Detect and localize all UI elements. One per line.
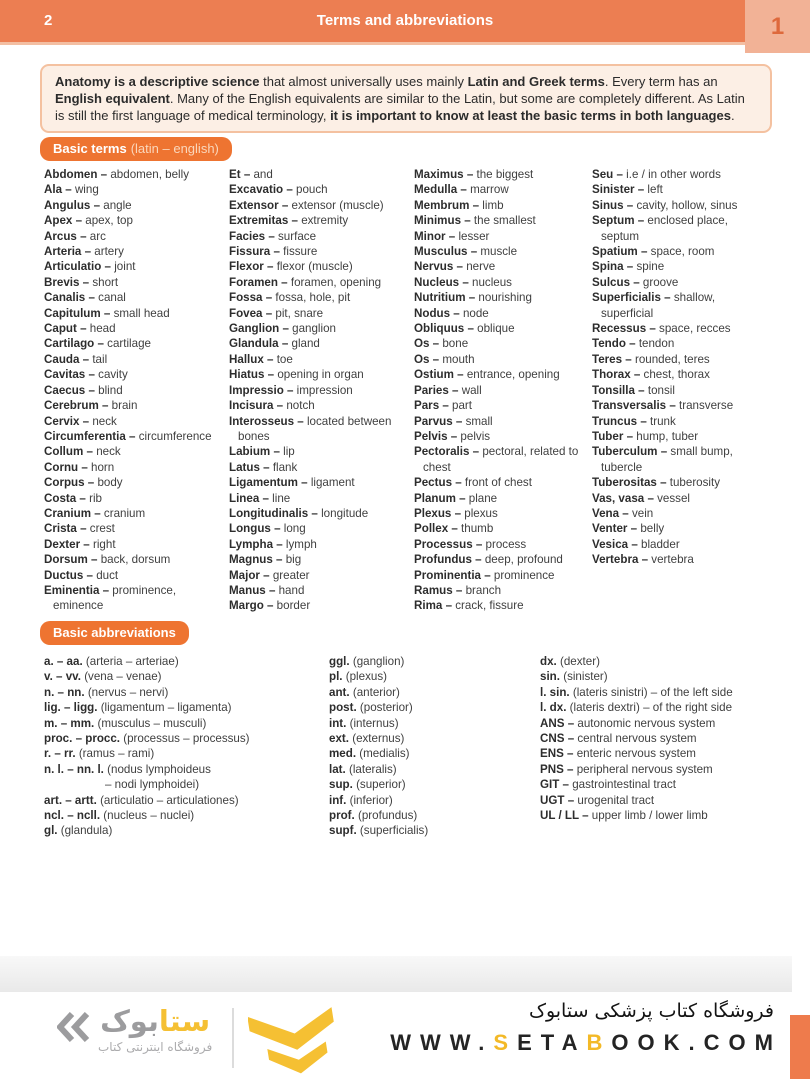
basic-terms-title-suffix: (latin – english) — [130, 141, 219, 156]
term-item: Hallux – toe — [229, 352, 293, 366]
term-item: Et – and — [229, 168, 273, 181]
abbreviation-item: v. – vv. (vena – venae) — [44, 670, 162, 684]
term-item: Latus – flank — [229, 460, 298, 474]
term-item: Planum – plane — [414, 491, 498, 505]
term-item: Abdomen – abdomen, belly — [44, 168, 189, 181]
term-item: Glandula – gland — [229, 337, 320, 351]
url-letter: W — [419, 1030, 450, 1055]
term-item: Collum – neck — [44, 445, 121, 459]
term-item: Medulla – marrow — [414, 183, 509, 197]
terms-column-1 — [44, 167, 229, 614]
term-item: Profundus – deep, profound — [414, 553, 563, 567]
term-item: Cervix – neck — [44, 414, 117, 428]
term-item: Longus – long — [229, 522, 306, 536]
term-item: Maximus – the biggest — [414, 168, 534, 181]
term-item: Parvus – small — [414, 414, 493, 428]
term-item: Fossa – fossa, hole, pit — [229, 291, 351, 305]
url-letter: O — [611, 1030, 638, 1055]
abbreviation-item: ggl. (ganglion) — [329, 655, 405, 668]
basic-abbreviations-title: Basic abbreviations — [53, 625, 176, 640]
term-item: Crista – crest — [44, 522, 115, 536]
url-letter: B — [586, 1030, 612, 1055]
term-item: Impressio – impression — [229, 383, 353, 397]
term-item: Nutritium – nourishing — [414, 291, 532, 305]
term-item: Lympha – lymph — [229, 537, 317, 551]
url-letter: . — [688, 1030, 704, 1055]
term-item: Plexus – plexus — [414, 506, 498, 520]
abbreviation-item: UGT – urogenital tract — [540, 793, 655, 807]
term-item: Cauda – tail — [44, 352, 108, 366]
term-item: Magnus – big — [229, 553, 302, 567]
abbreviation-item: inf. (inferior) — [329, 793, 393, 807]
term-item: Vesica – bladder — [592, 537, 680, 551]
term-item: Cartilago – cartilage — [44, 337, 151, 351]
abbreviation-item: ncl. – ncll. (nucleus – nuclei) — [44, 809, 195, 823]
term-item: Vertebra – vertebra — [592, 553, 694, 567]
url-letter: K — [663, 1030, 689, 1055]
abbreviation-item: med. (medialis) — [329, 747, 410, 761]
term-item: Excavatio – pouch — [229, 183, 328, 197]
term-item: Truncus – trunk — [592, 414, 676, 428]
url-letter: W — [390, 1030, 420, 1055]
term-item: Ramus – branch — [414, 583, 502, 597]
term-item: Capitulum – small head — [44, 306, 170, 320]
term-item: Flexor – flexor (muscle) — [229, 260, 353, 274]
abbreviation-item: ENS – enteric nervous system — [540, 747, 696, 761]
term-item: Os – bone — [414, 337, 469, 351]
term-item: Caecus – blind — [44, 383, 123, 397]
url-letter: M — [754, 1030, 782, 1055]
term-item: Nodus – node — [414, 306, 489, 320]
term-item: Ligamentum – ligament — [229, 476, 355, 490]
page-title: Terms and abbreviations — [316, 12, 494, 29]
abbreviation-item: n. l. – nn. l. (nodus lymphoideus – nodi lymphoidei) — [44, 762, 329, 793]
url-letter: T — [540, 1030, 562, 1055]
url-letter: E — [517, 1030, 541, 1055]
term-item: Margo – border — [229, 599, 311, 613]
term-item: Pelvis – pelvis — [414, 429, 491, 443]
abbreviation-item: UL / LL – upper limb / lower limb — [540, 809, 708, 823]
abbreviation-item: int. (internus) — [329, 716, 399, 730]
term-item: Costa – rib — [44, 491, 102, 505]
url-letter: O — [728, 1030, 755, 1055]
term-item: Cornu – horn — [44, 460, 115, 474]
chapter-number-tab: 1 — [745, 0, 810, 53]
brand-wordmark-gray: بوک — [100, 1004, 159, 1038]
intro-segment: it is important to know at least the basic terms in both languages — [330, 108, 731, 123]
abbreviation-item: post. (posterior) — [329, 701, 413, 715]
intro-segment: Latin and Greek terms — [467, 74, 605, 89]
term-item: Ganglion – ganglion — [229, 322, 336, 336]
term-item: Interosseus – located between bones — [229, 414, 392, 443]
term-item: Pectus – front of chest — [414, 476, 532, 490]
abbreviation-item: art. – artt. (articulatio – articulationes) — [44, 793, 239, 807]
abbreviation-item: n. – nn. (nervus – nervi) — [44, 685, 169, 699]
term-item: Brevis – short — [44, 275, 119, 289]
term-item: Corpus – body — [44, 476, 123, 490]
url-letter: W — [449, 1030, 479, 1055]
abbreviation-item: l. dx. (lateris dextri) – of the right side — [540, 701, 733, 715]
logo-divider — [232, 1008, 234, 1068]
term-item: Facies – surface — [229, 229, 317, 243]
term-item: Recessus – space, recces — [592, 322, 731, 336]
term-item: Rima – crack, fissure — [414, 599, 524, 613]
term-item: Pectoralis – pectoral, related to chest — [414, 445, 579, 474]
abbreviation-item: l. sin. (lateris sinistri) – of the left side — [540, 685, 733, 699]
term-item: Vas, vasa – vessel — [592, 491, 690, 505]
abbreviations-column-3 — [540, 654, 794, 839]
term-item: Ostium – entrance, opening — [414, 368, 560, 382]
term-item: Spatium – space, room — [592, 245, 715, 259]
website-url — [390, 1030, 782, 1056]
intro-segment: Anatomy is a descriptive science — [55, 74, 260, 89]
term-item: Tonsilla – tonsil — [592, 383, 675, 397]
term-item: Longitudinalis – longitude — [229, 506, 369, 520]
abbreviations-column-2 — [329, 654, 540, 839]
intro-box — [40, 64, 772, 133]
abbreviation-item: lig. – ligg. (ligamentum – ligamenta) — [44, 701, 232, 715]
term-item: Tuberositas – tuberosity — [592, 476, 721, 490]
term-item: Sulcus – groove — [592, 275, 679, 289]
abbreviation-item: proc. – procc. (processus – processus) — [44, 732, 250, 746]
brand-wordmark-yellow: ستا — [158, 1004, 211, 1038]
abbreviation-item: lat. (lateralis) — [329, 762, 397, 776]
abbreviation-item: sin. (sinister) — [540, 670, 608, 684]
intro-segment: . — [730, 108, 735, 123]
term-item: Spina – spine — [592, 260, 665, 274]
abbreviation-item: r. – rr. (ramus – rami) — [44, 747, 155, 761]
setabook-logo — [57, 1004, 212, 1054]
abbreviation-item: supf. (superficialis) — [329, 824, 429, 838]
term-item: Minimus – the smallest — [414, 214, 536, 228]
term-item: Eminentia – prominence, eminence — [44, 583, 177, 613]
term-item: Musculus – muscle — [414, 245, 518, 259]
abbreviation-item: gl. (glandula) — [44, 824, 113, 838]
basic-abbreviations-section-header — [40, 621, 189, 645]
term-item: Paries – wall — [414, 383, 482, 397]
basic-terms-list — [44, 167, 772, 614]
page-number-left: 2 — [44, 12, 53, 29]
intro-segment: . Many of the English equivalents are similar to the Latin, but some are completely different. As Latin is still the first language of medical terminology, — [55, 91, 745, 123]
term-item: Vena – vein — [592, 506, 654, 520]
term-item: Seu – i.e / in other words — [592, 168, 721, 181]
term-item: Ductus – duct — [44, 568, 119, 582]
term-item: Processus – process — [414, 537, 527, 551]
term-item: Cavitas – cavity — [44, 368, 128, 382]
term-item: Septum – enclosed place, septum — [592, 214, 728, 243]
term-item: Obliquus – oblique — [414, 322, 515, 336]
term-item: Venter – belly — [592, 522, 665, 536]
basic-terms-title: Basic terms — [53, 141, 127, 156]
term-item: Labium – lip — [229, 445, 295, 459]
double-chevron-emblem-icon — [248, 1006, 340, 1079]
term-item: Cranium – cranium — [44, 506, 146, 520]
term-item: Linea – line — [229, 491, 291, 505]
abbreviations-column-1 — [44, 654, 329, 839]
intro-segment: English equivalent — [55, 91, 170, 106]
term-item: Prominentia – prominence — [414, 568, 555, 582]
abbreviation-item: dx. (dexter) — [540, 655, 600, 668]
term-item: Thorax – chest, thorax — [592, 368, 710, 382]
terms-column-2 — [229, 167, 414, 614]
page-edge-divider — [0, 956, 792, 992]
abbreviation-item-wrap-line: – nodi lymphoidei) — [105, 778, 200, 792]
url-letter: O — [637, 1030, 664, 1055]
term-item: Articulatio – joint — [44, 260, 136, 274]
term-item: Manus – hand — [229, 583, 305, 597]
term-item: Sinister – left — [592, 183, 663, 197]
url-letter: A — [561, 1030, 587, 1055]
abbreviation-item: a. – aa. (arteria – arteriae) — [44, 655, 179, 668]
intro-segment: . Every term has an — [604, 74, 718, 89]
abbreviation-item: ext. (externus) — [329, 732, 405, 746]
shop-description: فروشگاه کتاب پزشکی ستابوک — [528, 1000, 774, 1022]
term-item: Membrum – limb — [414, 198, 504, 212]
term-item: Arcus – arc — [44, 229, 106, 243]
brand-tagline: فروشگاه اینترنتی کتاب — [98, 1040, 213, 1054]
abbreviation-item: m. – mm. (musculus – musculi) — [44, 716, 207, 730]
term-item: Tuber – hump, tuber — [592, 429, 699, 443]
term-item: Pollex – thumb — [414, 522, 494, 536]
brand-wordmark — [100, 1004, 210, 1038]
term-item: Ala – wing — [44, 183, 99, 197]
term-item: Circumferentia – circumference — [44, 429, 212, 443]
term-item: Caput – head — [44, 322, 116, 336]
term-item: Foramen – foramen, opening — [229, 275, 382, 289]
abbreviation-item: GIT – gastrointestinal tract — [540, 778, 676, 792]
page-header-bar — [0, 0, 810, 45]
abbreviation-item: prof. (profundus) — [329, 809, 418, 823]
term-item: Nucleus – nucleus — [414, 275, 512, 289]
term-item: Extremitas – extremity — [229, 214, 349, 228]
term-item: Apex – apex, top — [44, 214, 133, 228]
term-item: Nervus – nerve — [414, 260, 496, 274]
abbreviation-item: CNS – central nervous system — [540, 732, 697, 746]
term-item: Tendo – tendon — [592, 337, 675, 351]
abbreviation-item: sup. (superior) — [329, 778, 406, 792]
term-item: Os – mouth — [414, 352, 475, 366]
term-item: Hiatus – opening in organ — [229, 368, 364, 382]
intro-segment: that almost universally uses mainly — [259, 74, 468, 89]
term-item: Arteria – artery — [44, 245, 124, 259]
left-double-chevron-icon — [57, 1012, 91, 1047]
term-item: Dorsum – back, dorsum — [44, 553, 171, 567]
term-item: Teres – rounded, teres — [592, 352, 710, 366]
term-item: Angulus – angle — [44, 198, 132, 212]
term-item: Minor – lesser — [414, 229, 490, 243]
term-item: Cerebrum – brain — [44, 399, 138, 413]
term-item: Sinus – cavity, hollow, sinus — [592, 198, 738, 212]
basic-abbreviations-list — [44, 654, 794, 839]
term-item: Major – greater — [229, 568, 310, 582]
abbreviation-item: pl. (plexus) — [329, 670, 387, 684]
term-item: Extensor – extensor (muscle) — [229, 198, 384, 212]
term-item: Tuberculum – small bump, tubercle — [592, 445, 733, 474]
intro-text — [55, 74, 745, 123]
basic-terms-section-header — [40, 137, 232, 161]
term-item: Fovea – pit, snare — [229, 306, 324, 320]
orange-corner-accent — [790, 1015, 810, 1079]
url-letter: . — [478, 1030, 494, 1055]
term-item: Canalis – canal — [44, 291, 126, 305]
terms-column-4 — [592, 167, 772, 614]
term-item: Fissura – fissure — [229, 245, 318, 259]
term-item: Superficialis – shallow, superficial — [592, 291, 716, 320]
abbreviation-item: PNS – peripheral nervous system — [540, 762, 713, 776]
terms-column-3 — [414, 167, 592, 614]
term-item: Dexter – right — [44, 537, 116, 551]
url-letter: S — [493, 1030, 518, 1055]
abbreviation-item: ant. (anterior) — [329, 685, 400, 699]
term-item: Transversalis – transverse — [592, 399, 734, 413]
term-item: Incisura – notch — [229, 399, 315, 413]
term-item: Pars – part — [414, 399, 473, 413]
url-letter: C — [703, 1030, 729, 1055]
abbreviation-item: ANS – autonomic nervous system — [540, 716, 716, 730]
